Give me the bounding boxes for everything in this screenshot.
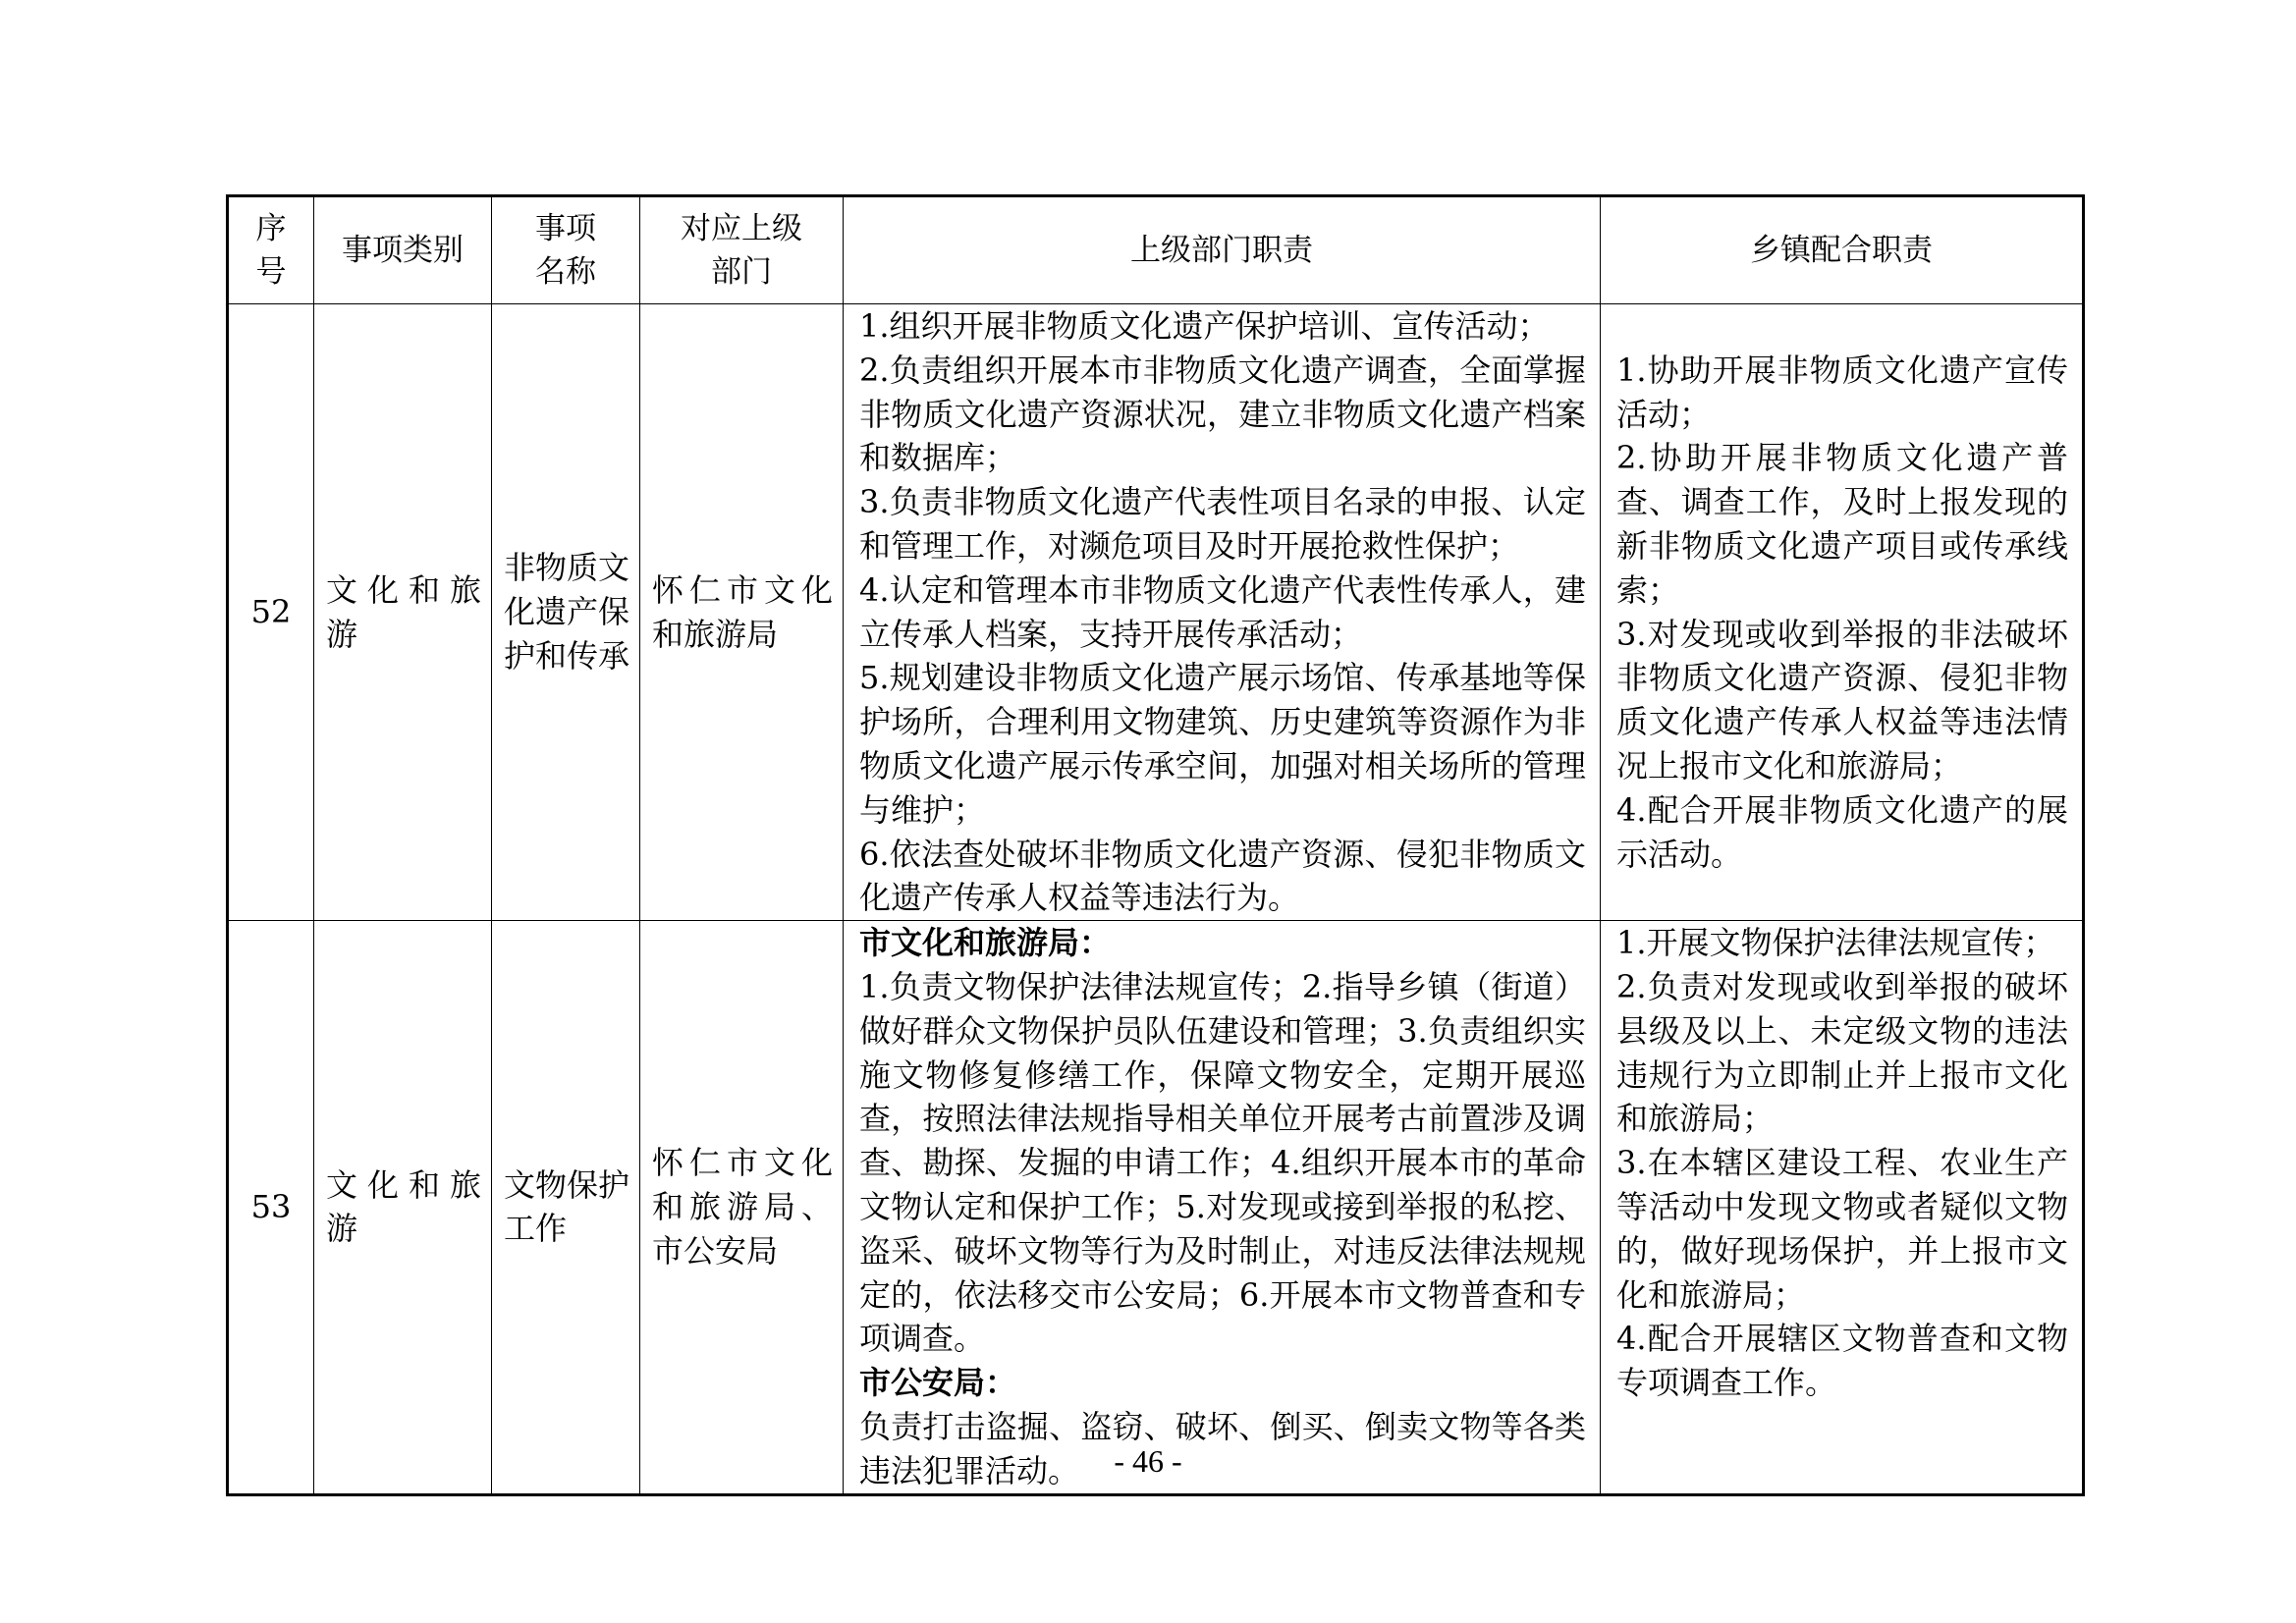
row-upper-duties: [844, 304, 1601, 921]
row-upper-dept: 怀仁市文化和旅游局、市公安局: [640, 921, 844, 1494]
row-town-duties: [1601, 304, 2084, 921]
duty-item: 4.配合开展非物质文化遗产的展示活动。: [1616, 790, 2068, 873]
table-row: [228, 304, 2084, 921]
responsibility-table: [226, 194, 2085, 1496]
header-no: 序 号: [228, 196, 314, 304]
duty-item: 1.组织开展非物质文化遗产保护培训、宣传活动；: [859, 307, 1550, 345]
row-category: 文化和旅游: [314, 304, 492, 921]
duty-item: 6.依法查处破坏非物质文化遗产资源、侵犯非物质文化遗产传承人权益等违法行为。: [859, 835, 1586, 917]
duty-item: 5.规划建设非物质文化遗产展示场馆、传承基地等保护场所，合理利用文物建筑、历史建筑等资源作为非物质文化遗产展示传承空间，加强对相关场所的管理与维护；: [859, 659, 1586, 829]
duty-item: 2.负责对发现或收到举报的破坏县级及以上、未定级文物的违法违规行为立即制止并上报市文化和旅游局；: [1616, 967, 2068, 1138]
section-heading: 市公安局：: [859, 1364, 1017, 1402]
duty-item: 2.负责组织开展本市非物质文化遗产调查，全面掌握非物质文化遗产资源状况，建立非物质文化遗产档案和数据库；: [859, 351, 1586, 477]
duty-item: 1.协助开展非物质文化遗产宣传活动；: [1616, 351, 2068, 433]
row-item-name: 非物质文化遗产保护和传承: [492, 304, 640, 921]
row-item-name: 文物保护工作: [492, 921, 640, 1494]
duty-item: 2.协助开展非物质文化遗产普查、调查工作，及时上报发现的新非物质文化遗产项目或传承线索；: [1616, 439, 2068, 609]
header-upper-duties: 上级部门职责: [844, 196, 1601, 304]
row-category: 文化和旅游: [314, 921, 492, 1494]
section-text: 负责打击盗掘、盗窃、破坏、倒买、倒卖文物等各类违法犯罪活动。: [859, 1407, 1586, 1489]
page-number: - 46 -: [1114, 1443, 1182, 1479]
duty-item: 4.配合开展辖区文物普查和文物专项调查工作。: [1616, 1320, 2068, 1402]
row-upper-duties: [844, 921, 1601, 1494]
table-row: [228, 921, 2084, 1494]
duty-item: 3.在本辖区建设工程、农业生产等活动中发现文物或者疑似文物的，做好现场保护，并上报市文化和旅游局；: [1616, 1144, 2068, 1314]
duty-item: 1.开展文物保护法律法规宣传；: [1616, 924, 2055, 962]
header-town-duties: 乡镇配合职责: [1601, 196, 2084, 304]
duty-item: 3.负责非物质文化遗产代表性项目名录的申报、认定和管理工作，对濒危项目及时开展抢救性保护；: [859, 483, 1586, 565]
duty-item: 4.认定和管理本市非物质文化遗产代表性传承人，建立传承人档案，支持开展传承活动；: [859, 570, 1586, 653]
row-town-duties: [1601, 921, 2084, 1494]
header-upper-dept: 对应上级 部门: [640, 196, 844, 304]
header-category: 事项类别: [314, 196, 492, 304]
row-no: 53: [228, 921, 314, 1494]
table-header-row: [228, 196, 2084, 304]
row-no: 52: [228, 304, 314, 921]
section-heading: 市文化和旅游局：: [859, 924, 1112, 962]
duty-item: 3.对发现或收到举报的非法破坏非物质文化遗产资源、侵犯非物质文化遗产传承人权益等违法情况上报市文化和旅游局；: [1616, 615, 2068, 784]
row-upper-dept: 怀仁市文化和旅游局: [640, 304, 844, 921]
section-text: 1.负责文物保护法律法规宣传；2.指导乡镇（街道）做好群众文物保护员队伍建设和管理；3.负责组织实施文物修复修缮工作，保障文物安全，定期开展巡查，按照法律法规指导相关单位开展考古前置涉及调查、勘探、发掘的申请工作；4.组织开展本市的革命文物认定和保护工作；5.对发现或接到举报的私挖、盗采、破坏文物等行为及时制止，对违反法律法规规定的，依法移交市公安局；6.开展本市文物普查和专项调查。: [859, 967, 1586, 1358]
header-item-name: 事项 名称: [492, 196, 640, 304]
